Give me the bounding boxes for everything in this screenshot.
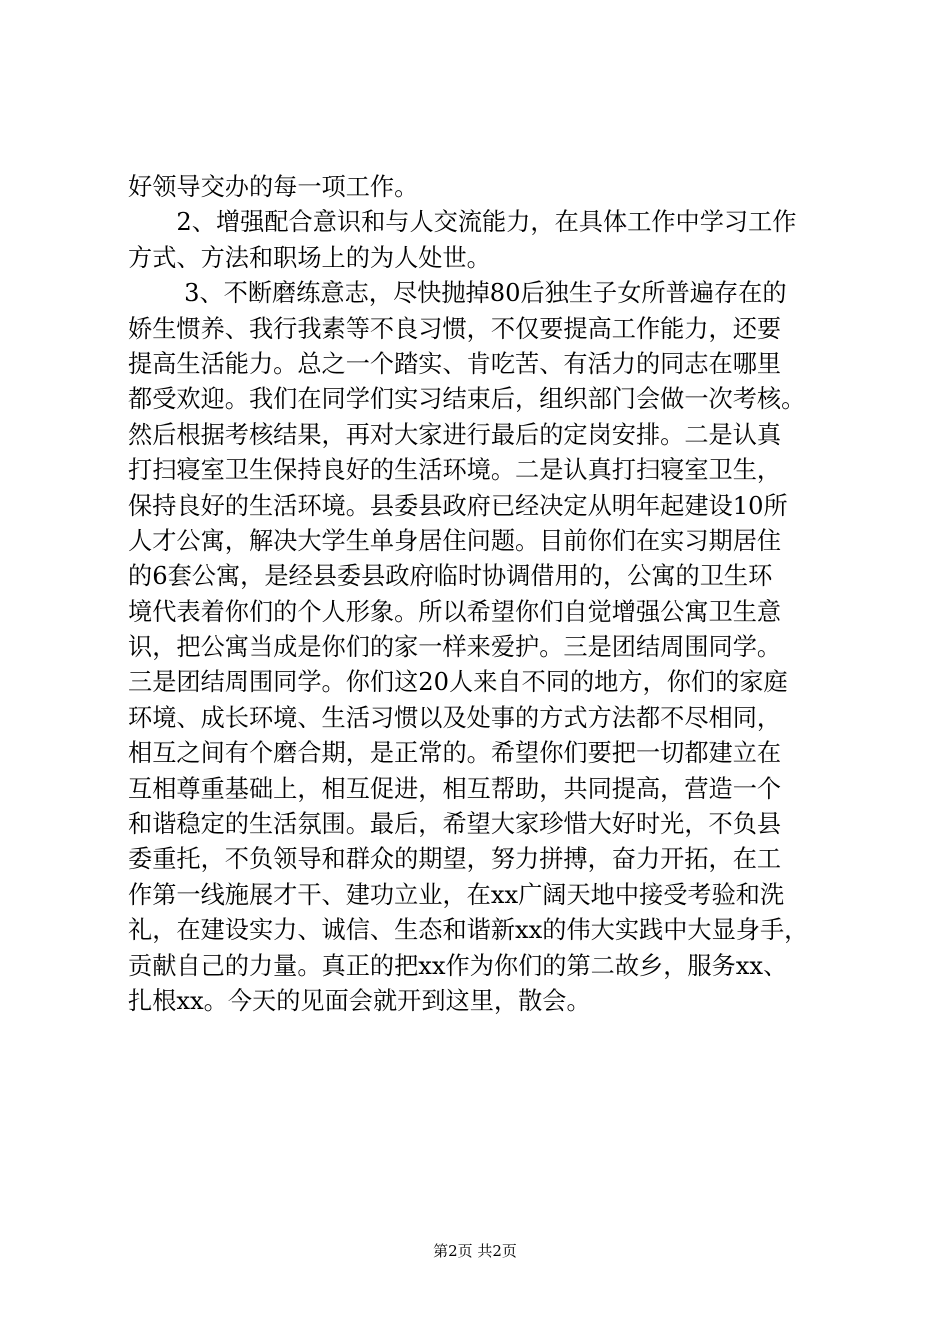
text-line: 贡献自己的力量。真正的把xx作为你们的第二故乡，服务xx、 bbox=[128, 951, 788, 980]
text-line: 环境、成长环境、生活习惯以及处事的方式方法都不尽相同， bbox=[128, 703, 782, 732]
text-line: 作第一线施展才干、建功立业，在xx广阔天地中接受考验和洗 bbox=[128, 880, 785, 909]
text-line: 境代表着你们的个人形象。所以希望你们自觉增强公寓卫生意 bbox=[128, 597, 782, 626]
text-line: 好领导交办的每一项工作。 bbox=[128, 173, 419, 201]
page-footer: 第2页 共2页 bbox=[433, 1242, 517, 1260]
text-line: 人才公寓，解决大学生单身居住问题。目前你们在实习期居住 bbox=[128, 526, 782, 555]
text-line: 都受欢迎。我们在同学们实习结束后，组织部门会做一次考核。 bbox=[128, 385, 806, 414]
text-line: 礼，在建设实力、诚信、生态和谐新xx的伟大实践中大显身手， bbox=[128, 916, 809, 945]
text-line: 互相尊重基础上，相互促进，相互帮助，共同提高，营造一个 bbox=[128, 774, 782, 803]
text-line: 然后根据考核结果，再对大家进行最后的定岗安排。二是认真 bbox=[128, 420, 782, 449]
text-line: 娇生惯养、我行我素等不良习惯，不仅要提高工作能力，还要 bbox=[128, 314, 782, 343]
text-line: 的6套公寓，是经县委县政府临时协调借用的，公寓的卫生环 bbox=[128, 562, 773, 591]
text-line: 打扫寝室卫生保持良好的生活环境。二是认真打扫寝室卫生， bbox=[128, 456, 782, 485]
text-line: 和谐稳定的生活氛围。最后，希望大家珍惜大好时光，不负县 bbox=[128, 810, 782, 839]
text-line: 保持良好的生活环境。县委县政府已经决定从明年起建设10所 bbox=[128, 491, 788, 520]
text-line: 三是团结周围同学。你们这20人来自不同的地方，你们的家庭 bbox=[128, 668, 788, 697]
text-line: 提高生活能力。总之一个踏实、肯吃苦、有活力的同志在哪里 bbox=[128, 349, 782, 378]
text-line: 2、增强配合意识和与人交流能力，在具体工作中学习工作 bbox=[128, 208, 797, 237]
text-line: 相互之间有个磨合期，是正常的。希望你们要把一切都建立在 bbox=[128, 739, 782, 768]
document-body bbox=[128, 170, 840, 1019]
text-line: 3、不断磨练意志，尽快抛掉80后独生子女所普遍存在的 bbox=[128, 279, 787, 308]
text-line: 扎根xx。今天的见面会就开到这里，散会。 bbox=[128, 986, 591, 1015]
text-line: 委重托，不负领导和群众的期望，努力拼搏，奋力开拓，在工 bbox=[128, 845, 782, 874]
text-line: 识，把公寓当成是你们的家一样来爱护。三是团结周围同学。 bbox=[128, 633, 782, 662]
text-line: 方式、方法和职场上的为人处世。 bbox=[128, 243, 491, 272]
